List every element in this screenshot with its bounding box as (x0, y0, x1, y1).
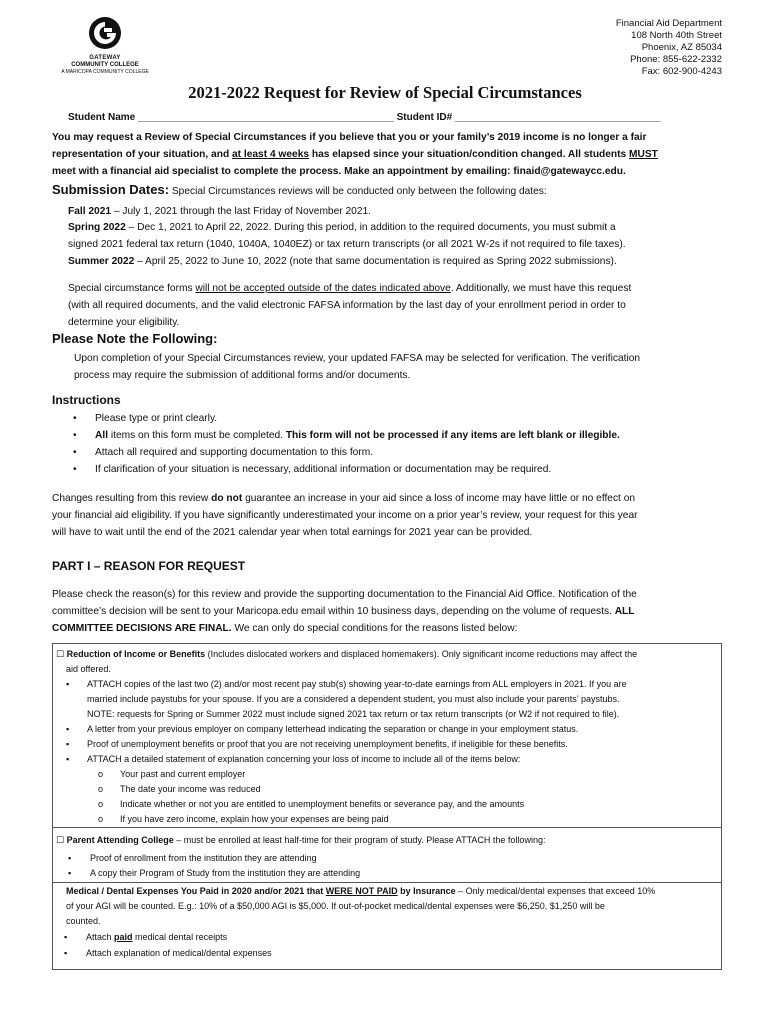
part1-line-2: committee’s decision will be sent to your Maricopa.edu email within 10 business days, depending on the volume of requests. ALL (52, 606, 635, 617)
reduction-bullet: ▪ Proof of unemployment benefits or proof that you are not receiving unemployment benefits, if ineligible for these benefits. (66, 739, 568, 749)
changes-line-1: Changes resulting from this review do not guarantee an increase in your aid since a loss of income may have little or no effect on (52, 493, 636, 504)
note-line-2: (with all required documents, and the valid electronic FAFSA information by the last day of your enrollment period in order to (68, 300, 626, 311)
instruction-item: • Attach all required and supporting documentation to this form. (73, 447, 374, 458)
parent-bullet: ▪ A copy their Program of Study from the institution they are attending (68, 868, 361, 878)
spring-2022-line-2: signed 2021 federal tax return (1040, 1040A, 1040EZ) or tax return transcripts (or all 2021 W-2s if not required to file taxes). (68, 239, 626, 250)
summer-2022-line: Summer 2022 – April 25, 2022 to June 10, 2022 (note that same documentation is required as Spring 2022 submissions). (68, 256, 617, 267)
address-line: Financial Aid Department (615, 18, 722, 29)
logo-line1: GATEWAY (89, 55, 121, 61)
parent-bullet: ▪ Proof of enrollment from the institution they are attending (68, 853, 317, 863)
reduction-bullet: ▪ ATTACH a detailed statement of explanation concerning your loss of income to include all of the items below: (66, 754, 521, 764)
instruction-item: • If clarification of your situation is necessary, additional information or documentation may be required. (73, 464, 552, 475)
submission-heading: Submission Dates: Special Circumstances reviews will be conducted only between the following dates: (52, 182, 547, 197)
logo-line3: A MARICOPA COMMUNITY COLLEGE (61, 69, 149, 75)
note-line-3: determine your eligibility. (68, 317, 180, 328)
student-info-line[interactable]: Student Name ______________________________________________ Student ID# _____________________________________ (68, 112, 661, 123)
address-line: 108 North 40th Street (631, 30, 722, 41)
college-logo (50, 16, 160, 86)
instruction-item: • All items on this form must be completed. This form will not be processed if any items are left blank or illegible. (73, 430, 620, 441)
gateway-logo-icon (88, 16, 122, 50)
department-address (616, 18, 722, 78)
logo-line2: COMMUNITY COLLEGE (71, 62, 139, 68)
address-line: Phoenix, AZ 85034 (641, 42, 722, 53)
reduction-checkbox[interactable]: ☐ (56, 649, 65, 659)
part1-line-1: Please check the reason(s) for this review and provide the supporting documentation to the Financial Aid Office. Notification of the (52, 589, 637, 600)
reduction-bullet-cont: NOTE: requests for Spring or Summer 2022 must include signed 2021 tax return or tax return transcripts (or W2 if not required to file). (87, 709, 620, 719)
please-note-line-1: Upon completion of your Special Circumstances review, your updated FAFSA may be selected for verification. The verification (74, 353, 641, 364)
reduction-sub-item: o Your past and current employer (98, 769, 246, 779)
reduction-bullet: ▪ A letter from your previous employer on company letterhead indicating the separation or change in your employment status. (66, 724, 579, 734)
part1-line-3: COMMITTEE DECISIONS ARE FINAL. We can only do special conditions for the reasons listed below: (52, 623, 518, 634)
instruction-item: • Please type or print clearly. (73, 413, 218, 424)
reduction-bullet-cont: married include paystubs for your spouse. If you are a considered a dependent student, you must also include your parents’ paystubs. (87, 694, 620, 704)
fax-line: Fax: 602-900-4243 (641, 66, 722, 77)
parent-option: ☐ Parent Attending College – must be enrolled at least half-time for their program of study. Please ATTACH the following: (56, 835, 546, 845)
medical-bullet: ▪ Attach explanation of medical/dental expenses (64, 948, 272, 958)
page-title: 2021-2022 Request for Review of Special Circumstances (188, 83, 582, 102)
please-note-heading: Please Note the Following: (52, 331, 218, 346)
medical-line-3: counted. (66, 916, 101, 926)
part1-heading: PART I – REASON FOR REQUEST (52, 559, 246, 573)
note-line-1: Special circumstance forms will not be accepted outside of the dates indicated above. Additionally, we must have this request (68, 283, 632, 294)
changes-line-3: will have to wait until the end of the 2021 calendar year when total earnings for 2021 year can be provided. (52, 527, 533, 538)
reduction-text-2: aid offered. (66, 664, 111, 674)
reduction-sub-item: o If you have zero income, explain how your expenses are being paid (98, 814, 389, 824)
parent-checkbox[interactable]: ☐ (56, 835, 65, 845)
medical-bullet: ▪ Attach paid medical dental receipts (64, 932, 228, 942)
reduction-option: ☐ Reduction of Income or Benefits (Includes dislocated workers and displaced homemakers). Only significant income reductions may affect the (56, 649, 638, 659)
reduction-sub-item: o The date your income was reduced (98, 784, 261, 794)
intro-line-1: You may request a Review of Special Circumstances if you believe that you or your family’s 2019 income is no longer a fair (52, 132, 647, 143)
fall-2021-line: Fall 2021 – July 1, 2021 through the last Friday of November 2021. (68, 206, 371, 217)
intro-line-3: meet with a financial aid specialist to complete the process. Make an appointment by emailing: finaid@gatewaycc.edu. (52, 166, 626, 177)
instructions-heading: Instructions (52, 393, 121, 407)
changes-line-2: your financial aid eligibility. If you have significantly underestimated your income on a prior year’s review, your request for this year (52, 510, 638, 521)
intro-line-2: representation of your situation, and at least 4 weeks has elapsed since your situation/condition changed. All students MUST (52, 149, 658, 160)
please-note-line-2: process may require the submission of additional forms and/or documents. (74, 370, 411, 381)
phone-line: Phone: 855-622-2332 (630, 54, 722, 65)
reduction-sub-item: o Indicate whether or not you are entitled to unemployment benefits or severance pay, and the amounts (98, 799, 525, 809)
medical-line-2: of your AGI will be counted. E.g.: 10% of a $50,000 AGI is $5,000. If out-of-pocket medical/dental expenses were $6,250, $1,250 will be (66, 901, 605, 911)
spring-2022-line: Spring 2022 – Dec 1, 2021 to April 22, 2022. During this period, in addition to the required documents, you must submit a (68, 222, 616, 233)
medical-option: Medical / Dental Expenses You Paid in 2020 and/or 2021 that WERE NOT PAID by Insurance – Only medical/dental expenses that exceed 10% (66, 886, 656, 896)
reduction-bullet: ▪ ATTACH copies of the last two (2) and/or most recent pay stub(s) showing year-to-date earnings from ALL employers in 2021. If you are (66, 679, 627, 689)
